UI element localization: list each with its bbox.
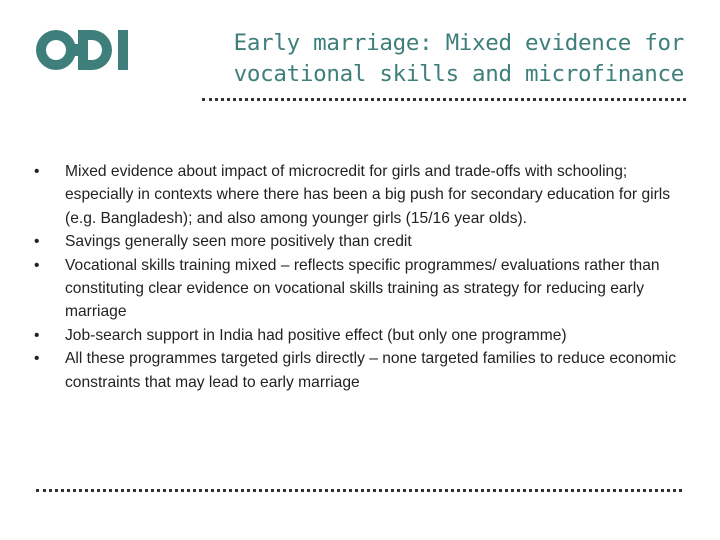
bullet-item: [34, 347, 684, 394]
bullet-text: All these programmes targeted girls directly – none targeted families to reduce economic constraints that may lead to early marriage: [65, 350, 677, 391]
slide-title-line-1: Early marriage: Mixed evidence for: [233, 30, 684, 56]
footer-dotted-divider: [36, 489, 682, 492]
slide-title-line-2: vocational skills and microfinance: [233, 61, 684, 87]
bullet-dot: •: [34, 233, 40, 251]
bullet-dot: •: [34, 256, 40, 274]
bullet-item: [34, 230, 684, 253]
slide-title: [164, 28, 684, 90]
bullet-dot: •: [34, 350, 40, 368]
bullet-text: Savings generally seen more positively than credit: [65, 233, 412, 251]
bullet-text: Job-search support in India had positive effect (but only one programme): [65, 326, 567, 344]
bullet-item: [34, 324, 684, 347]
title-dotted-divider: [202, 98, 686, 101]
bullet-text: Mixed evidence about impact of microcredit for girls and trade-offs with schooling; especially in contexts where there has been a big push for secondary education for girls (e.g. Bangladesh); and also among younger girls (15/16 year olds).: [65, 163, 671, 227]
bullet-dot: •: [34, 163, 40, 180]
bullet-list: [34, 160, 684, 394]
bullet-text: Vocational skills training mixed – reflects specific programmes/ evaluations rather than constituting clear evidence on vocational skills training as strategy for reducing early marriage: [65, 256, 660, 321]
bullet-item: [34, 160, 684, 230]
bullet-item: [34, 254, 684, 324]
odi-logo-icon: [34, 28, 132, 72]
bullet-dot: •: [34, 326, 40, 344]
